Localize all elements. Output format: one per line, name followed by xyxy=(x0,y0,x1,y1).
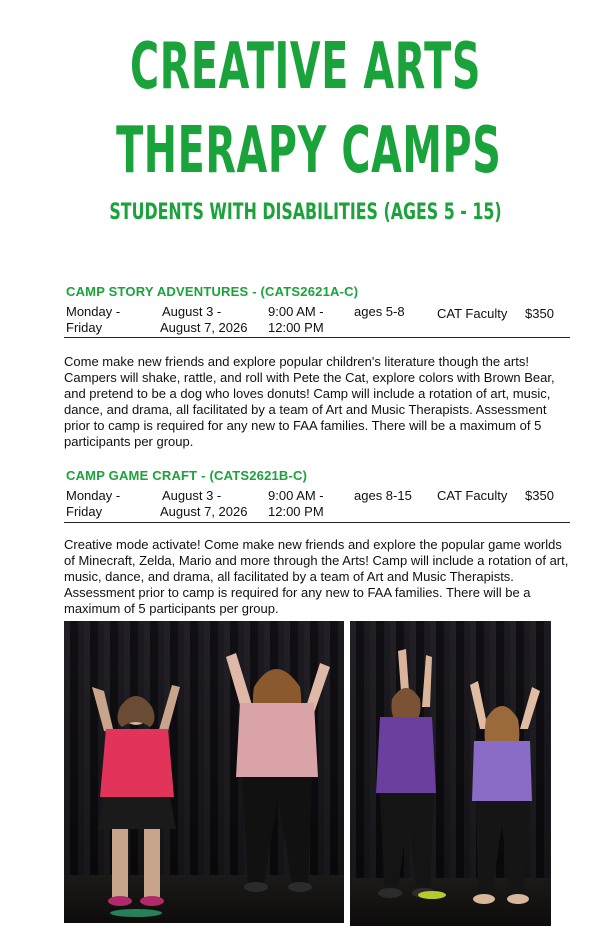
camp-1-days xyxy=(66,304,146,336)
camp-1-faculty: CAT Faculty xyxy=(437,306,508,321)
camp-2-days-line2: Friday xyxy=(66,504,103,519)
camp-2-days xyxy=(66,488,146,520)
camp-2-description: Creative mode activate! Come make new friends and explore the popular game worlds of Minecraft, Zelda, Mario and more through the Arts! Camp will include a rotation of art, music, dance, and drama, all facilitated by a team of Art and Music Therapists. Assessment prior to camp is required for any new to FAA families. There will be a maximum of 5 participants per group. xyxy=(64,537,569,616)
camp-2-time-line2: 12:00 PM xyxy=(268,504,324,519)
camp-2-dates-line1: August 3 - xyxy=(162,488,222,503)
camp-1-time-line2: 12:00 PM xyxy=(268,320,324,335)
camp-1-ages: ages 5-8 xyxy=(354,304,405,319)
camp-2-ages: ages 8-15 xyxy=(354,488,412,503)
camp-2-faculty: CAT Faculty xyxy=(437,488,508,503)
camp-1-time-line1: 9:00 AM - xyxy=(268,304,324,319)
camp-1-price: $350 xyxy=(525,306,554,321)
camp-2-dates xyxy=(160,488,260,520)
camp-1-dates xyxy=(160,304,260,336)
dancers-illustration-right xyxy=(350,621,551,926)
camp-2-divider xyxy=(64,522,570,523)
dancers-illustration-left xyxy=(64,621,344,923)
camp-1-days-line1: Monday - xyxy=(66,304,121,319)
camp-1-time xyxy=(268,304,348,336)
camp-1-divider xyxy=(64,337,570,338)
camp-2-time xyxy=(268,488,348,520)
title-line-1: CREATIVE ARTS xyxy=(129,30,482,104)
camp-1-title: CAMP STORY ADVENTURES - (CATS2621A-C) xyxy=(66,284,359,299)
camp-1-description: Come make new friends and explore popular children's literature though the arts! Campers will shake, rattle, and roll with Pete the Cat, explore colors with Brown Bear, and pretend to be a dog who loves donuts! Camp will include a rotation of art, music, dance, and drama, all facilitated by a team of Art and Music Therapists. Assessment prior to camp is required for any new to FAA families. There will be a maximum of 5 participants per group. xyxy=(64,354,555,449)
camp-2-days-line1: Monday - xyxy=(66,488,121,503)
camp-2-dates-line2: August 7, 2026 xyxy=(160,504,248,519)
title-line-2: THERAPY CAMPS xyxy=(116,114,502,188)
camp-2-price: $350 xyxy=(525,488,554,503)
photo-dancers-right xyxy=(350,621,551,926)
camp-1-dates-line2: August 7, 2026 xyxy=(160,320,248,335)
camp-1-days-line2: Friday xyxy=(66,320,103,335)
camp-2-time-line1: 9:00 AM - xyxy=(268,488,324,503)
photo-dancers-left xyxy=(64,621,344,923)
camp-1-dates-line1: August 3 - xyxy=(162,304,222,319)
camp-2-title: CAMP GAME CRAFT - (CATS2621B-C) xyxy=(66,468,308,483)
subtitle: STUDENTS WITH DISABILITIES (AGES 5 - 15) xyxy=(109,200,502,225)
